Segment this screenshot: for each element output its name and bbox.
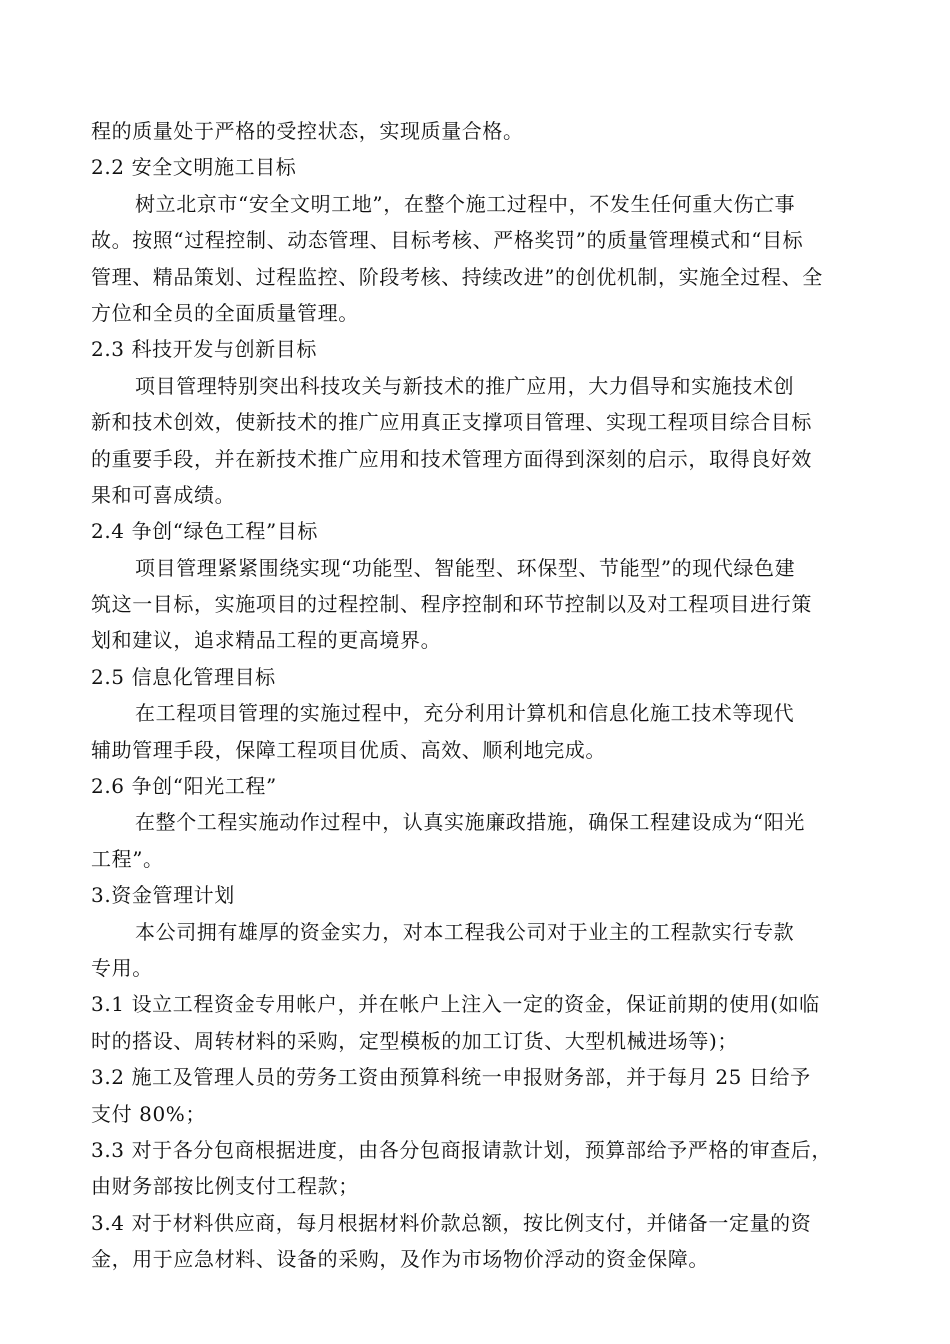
section-heading: 3.资金管理计划 bbox=[91, 883, 235, 908]
text-line: 本公司拥有雄厚的资金实力，对本工程我公司对于业主的工程款实行专款 bbox=[135, 919, 795, 944]
text-line: 3.4 对于材料供应商，每月根据材料价款总额，按比例支付，并储备一定量的资 bbox=[91, 1210, 812, 1235]
text-line: 新和技术创效，使新技术的推广应用真正支撑项目管理、实现工程项目综合目标 bbox=[91, 410, 812, 435]
text-line: 故。按照“过程控制、动态管理、目标考核、严格奖罚”的质量管理模式和“目标 bbox=[91, 228, 804, 253]
text-line: 项目管理紧紧围绕实现“功能型、智能型、环保型、节能型”的现代绿色建 bbox=[135, 555, 796, 580]
text-line: 划和建议，追求精品工程的更高境界。 bbox=[91, 628, 442, 653]
section-heading: 2.4 争创“绿色工程”目标 bbox=[91, 519, 319, 544]
text-line: 时的搭设、周转材料的采购，定型模板的加工订货、大型机械进场等)； bbox=[91, 1028, 739, 1053]
text-line: 方位和全员的全面质量管理。 bbox=[91, 300, 359, 325]
section-heading: 2.5 信息化管理目标 bbox=[91, 664, 276, 689]
text-line: 筑这一目标，实施项目的过程控制、程序控制和环节控制以及对工程项目进行策 bbox=[91, 592, 812, 617]
text-line: 支付 80%； bbox=[91, 1101, 207, 1126]
text-line: 由财务部按比例支付工程款； bbox=[91, 1174, 359, 1199]
text-line: 辅助管理手段，保障工程项目优质、高效、顺利地完成。 bbox=[91, 737, 606, 762]
section-heading: 2.6 争创“阳光工程” bbox=[91, 774, 277, 799]
text-line: 树立北京市“安全文明工地”，在整个施工过程中，不发生任何重大伤亡事 bbox=[135, 191, 796, 216]
document-body bbox=[91, 113, 861, 1278]
text-line: 3.1 设立工程资金专用帐户，并在帐户上注入一定的资金，保证前期的使用(如临 bbox=[91, 992, 820, 1017]
section-heading: 2.3 科技开发与创新目标 bbox=[91, 337, 317, 362]
text-line: 3.2 施工及管理人员的劳务工资由预算科统一申报财务部，并于每月 25 日给予 bbox=[91, 1065, 811, 1090]
text-line: 在整个工程实施动作过程中，认真实施廉政措施，确保工程建设成为“阳光 bbox=[135, 810, 806, 835]
section-heading: 2.2 安全文明施工目标 bbox=[91, 155, 297, 180]
text-line: 在工程项目管理的实施过程中，充分利用计算机和信息化施工技术等现代 bbox=[135, 701, 795, 726]
text-line: 管理、精品策划、过程监控、阶段考核、持续改进”的创优机制，实施全过程、全 bbox=[91, 264, 823, 289]
text-line: 金，用于应急材料、设备的采购，及作为市场物价浮动的资金保障。 bbox=[91, 1247, 709, 1272]
text-line: 专用。 bbox=[91, 955, 153, 980]
text-line: 项目管理特别突出科技攻关与新技术的推广应用，大力倡导和实施技术创 bbox=[135, 373, 795, 398]
text-line: 3.3 对于各分包商根据进度，由各分包商报请款计划，预算部给予严格的审查后， bbox=[91, 1137, 832, 1162]
text-line: 果和可喜成绩。 bbox=[91, 482, 236, 507]
text-line: 工程”。 bbox=[91, 846, 164, 871]
text-line: 程的质量处于严格的受控状态，实现质量合格。 bbox=[91, 119, 524, 143]
text-line: 的重要手段，并在新技术推广应用和技术管理方面得到深刻的启示，取得良好效 bbox=[91, 446, 812, 471]
